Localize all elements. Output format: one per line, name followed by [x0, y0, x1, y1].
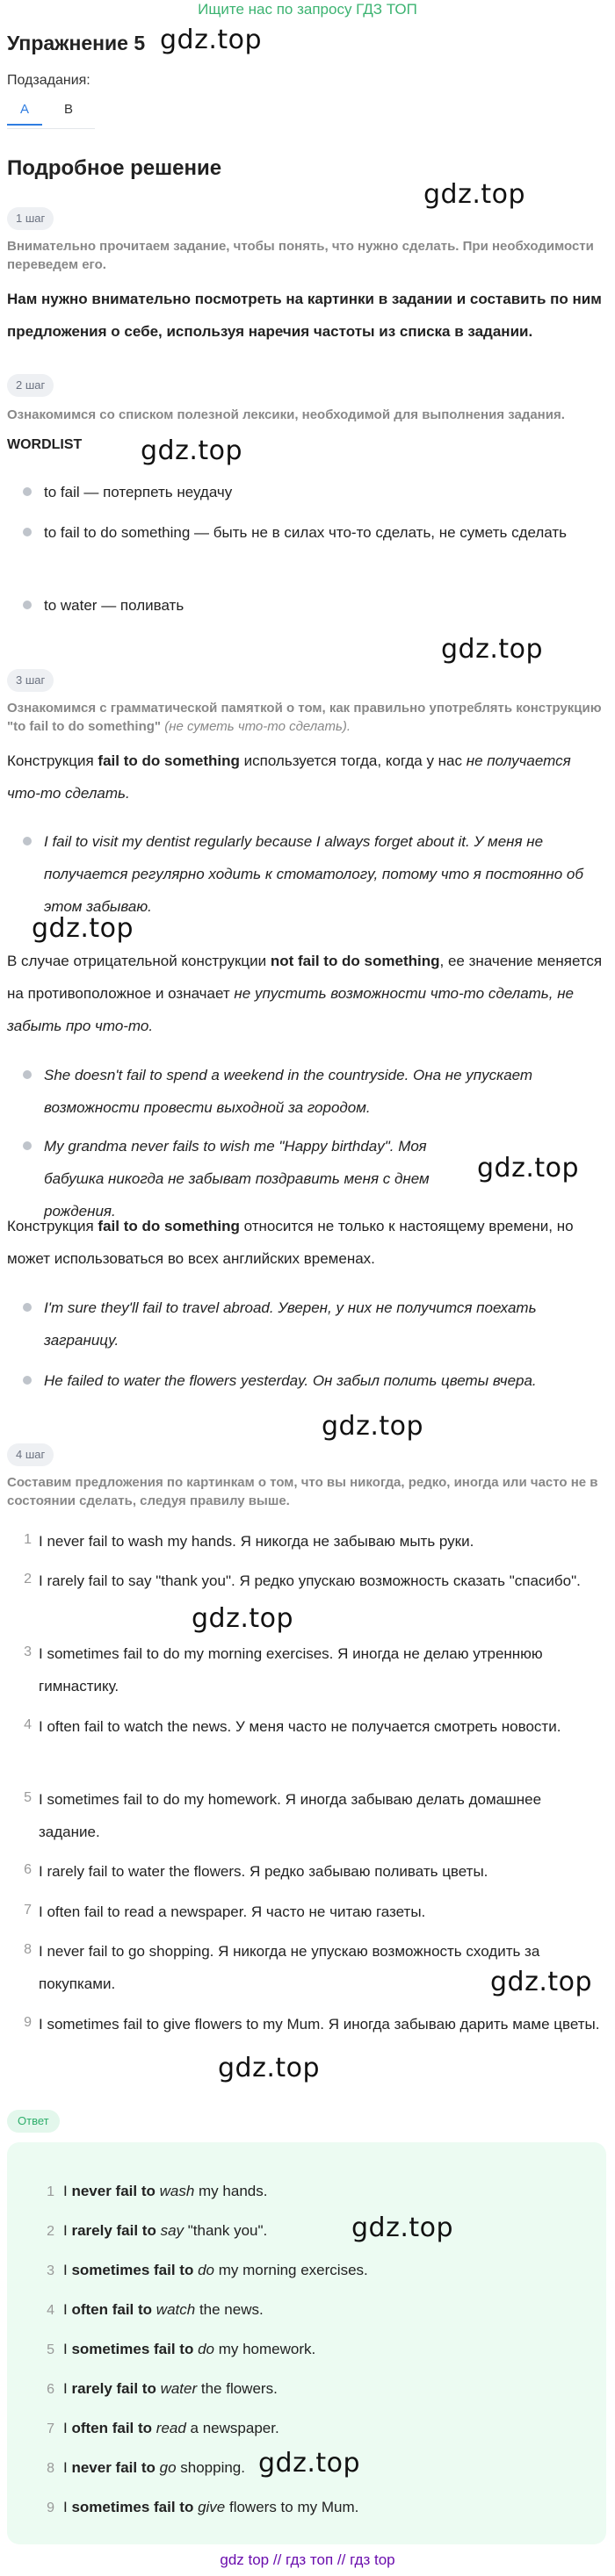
item-number: 8 — [24, 1942, 32, 1957]
wordlist-item: to fail to do something — быть не в силах что-то сделать, не суметь сделать — [44, 524, 568, 541]
step-description-main: Ознакомимся с грамматической памяткой о том, как правильно употреблять конструкцию "to fail to do something" — [7, 701, 602, 734]
bullet-icon — [23, 487, 32, 496]
list-item: I never fail to wash my hands. Я никогда не забываю мыть руки. — [39, 1533, 474, 1550]
search-banner: Ищите нас по запросу ГДЗ ТОП — [198, 1, 417, 18]
list-item: I often fail to read a newspaper. Я часто не читаю газеты. — [39, 1903, 426, 1920]
example-sentence: I'm sure they'll fail to travel abroad. Уверен, у них не получится поехать заграницу. — [44, 1299, 537, 1349]
example-sentence: I fail to visit my dentist regularly because I always forget about it. У меня не получается регулярно ходить к стоматологу, потому что я постоянно об этом забываю. — [44, 833, 583, 915]
watermark: gdz.top — [423, 179, 526, 210]
example-sentence: My grandma never fails to wish me "Happy birthday". Моя бабушка никогда не забыват поздравить меня с днем рождения. — [44, 1138, 430, 1220]
link-gdz-top[interactable]: gdz top — [220, 2551, 270, 2568]
item-number: 5 — [24, 1790, 32, 1805]
answer-item: I sometimes fail to do my homework. — [63, 2341, 316, 2357]
step-badge: 4 шаг — [7, 1443, 54, 1466]
bullet-icon — [23, 1303, 32, 1312]
step-description: Ознакомимся со списком полезной лексики, необходимой для выполнения задания. — [7, 407, 565, 422]
bullet-icon — [23, 1141, 32, 1150]
link-gdz-top-ru[interactable]: гдз топ — [286, 2551, 334, 2568]
grammar-paragraph: В случае отрицательной конструкции not fail to do something, ее значение меняется на противоположное и означает не упустить возможности что-то сделать, не забыть про что-то. — [7, 953, 603, 1034]
answer-item: I sometimes fail to give flowers to my Mum. — [63, 2499, 359, 2515]
page-title: Упражнение 5 — [7, 32, 146, 54]
item-number: 4 — [24, 1717, 32, 1732]
wordlist-item: to fail — потерпеть неудачу — [44, 484, 233, 500]
step-description-translation: (не суметь что-то сделать). — [164, 719, 351, 734]
item-number: 2 — [47, 2224, 54, 2239]
watermark: gdz.top — [477, 1153, 580, 1184]
task-summary: Нам нужно внимательно посмотреть на картинки в задании и составить по ним предложения о себе, используя наречия частоты из списка в задании. — [7, 291, 602, 340]
list-item: I rarely fail to water the flowers. Я редко забываю поливать цветы. — [39, 1863, 488, 1880]
separator: // — [336, 2551, 346, 2568]
watermark: gdz.top — [218, 2053, 321, 2083]
item-number: 9 — [47, 2500, 54, 2515]
step-description: Внимательно прочитаем задание, чтобы понять, что нужно сделать. При необходимости переведем его. — [7, 239, 594, 272]
step-badge: 2 шаг — [7, 374, 54, 397]
wordlist-heading: WORDLIST — [7, 437, 83, 452]
item-number: 1 — [47, 2184, 54, 2199]
item-number: 6 — [24, 1862, 32, 1877]
tab-b[interactable]: B — [63, 102, 73, 117]
step-description — [7, 699, 606, 736]
watermark: gdz.top — [322, 1411, 424, 1442]
answer-item: I sometimes fail to do my morning exercises. — [63, 2262, 368, 2278]
tab-a[interactable]: A — [7, 102, 42, 126]
list-item: I sometimes fail to do my morning exercises. Я иногда не делаю утреннюю гимнастику. — [39, 1645, 543, 1695]
link-gdz-top-mixed[interactable]: гдз top — [350, 2551, 395, 2568]
answer-item: I never fail to go shopping. — [63, 2459, 245, 2476]
subtasks-label: Подзадания: — [7, 73, 90, 88]
bottom-links — [0, 2551, 615, 2569]
answer-item: I often fail to read a newspaper. — [63, 2420, 279, 2436]
item-number: 9 — [24, 2015, 32, 2030]
subtask-tabs — [7, 98, 95, 129]
watermark: gdz.top — [490, 1967, 593, 1997]
separator: // — [272, 2551, 282, 2568]
item-number: 4 — [47, 2303, 54, 2318]
list-item: I sometimes fail to give flowers to my Mum. Я иногда забываю дарить маме цветы. — [39, 2016, 600, 2033]
watermark: gdz.top — [141, 435, 243, 466]
example-sentence: He failed to water the flowers yesterday. Он забыл полить цветы вчера. — [44, 1372, 537, 1389]
watermark: gdz.top — [258, 2448, 361, 2479]
item-number: 3 — [47, 2263, 54, 2278]
item-number: 6 — [47, 2382, 54, 2397]
item-number: 8 — [47, 2461, 54, 2476]
item-number: 2 — [24, 1572, 32, 1587]
item-number: 1 — [24, 1532, 32, 1547]
bullet-icon — [23, 601, 32, 609]
watermark: gdz.top — [351, 2213, 454, 2243]
list-item: I sometimes fail to do my homework. Я иногда забываю делать домашнее задание. — [39, 1791, 542, 1840]
watermark: gdz.top — [160, 25, 263, 55]
watermark: gdz.top — [192, 1603, 294, 1634]
example-sentence: She doesn't fail to spend a weekend in the countryside. Она не упускает возможности провести выходной за городом. — [44, 1067, 533, 1116]
item-number: 5 — [47, 2342, 54, 2357]
item-number: 3 — [24, 1644, 32, 1659]
grammar-paragraph: Конструкция fail to do something относится не только к настоящему времени, но может использоваться во всех английских временах. — [7, 1218, 574, 1267]
list-item: I never fail to go shopping. Я никогда не упускаю возможность сходить за покупками. — [39, 1943, 540, 1992]
watermark: gdz.top — [32, 913, 134, 944]
solution-heading: Подробное решение — [7, 156, 222, 180]
answer-badge: Ответ — [7, 2110, 60, 2133]
item-number: 7 — [47, 2421, 54, 2436]
step-badge: 3 шаг — [7, 669, 54, 692]
list-item: I often fail to watch the news. У меня часто не получается смотреть новости. — [39, 1718, 561, 1735]
grammar-paragraph: Конструкция fail to do something используется тогда, когда у нас не получается что-то сделать. — [7, 752, 571, 802]
item-number: 7 — [24, 1903, 32, 1918]
answer-item: I never fail to wash my hands. — [63, 2183, 268, 2199]
step-badge: 1 шаг — [7, 207, 54, 230]
answer-item: I rarely fail to say "thank you". — [63, 2222, 268, 2239]
bullet-icon — [23, 837, 32, 845]
step-description: Составим предложения по картинкам о том, что вы никогда, редко, иногда или часто не в состоянии сделать, следуя правилу выше. — [7, 1475, 598, 1508]
watermark: gdz.top — [441, 634, 544, 665]
bullet-icon — [23, 1070, 32, 1079]
bullet-icon — [23, 528, 32, 536]
list-item: I rarely fail to say "thank you". Я редко упускаю возможность сказать "спасибо". — [39, 1572, 581, 1589]
answer-item: I rarely fail to water the flowers. — [63, 2380, 278, 2397]
bullet-icon — [23, 1376, 32, 1385]
answer-item: I often fail to watch the news. — [63, 2301, 264, 2318]
wordlist-item: to water — поливать — [44, 597, 184, 614]
